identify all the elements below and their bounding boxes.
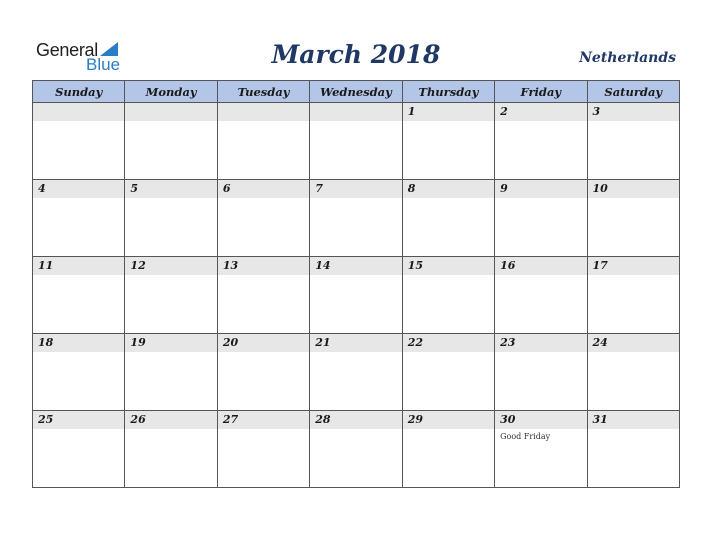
day-cell <box>402 103 494 180</box>
day-number: 26 <box>130 413 146 426</box>
day-number-bar <box>125 103 216 121</box>
day-number: 23 <box>500 336 516 349</box>
day-cell <box>587 257 679 334</box>
weekday-friday: Friday <box>495 81 587 103</box>
country-label: Netherlands <box>579 50 676 66</box>
weekday-wednesday: Wednesday <box>310 81 402 103</box>
day-number-bar <box>403 180 494 198</box>
day-cell <box>33 411 125 488</box>
day-cell <box>125 334 217 411</box>
day-number: 29 <box>407 413 423 426</box>
day-number-bar <box>218 103 309 121</box>
day-cell <box>310 103 402 180</box>
day-cell <box>495 257 587 334</box>
weekday-header-row <box>33 81 680 103</box>
day-number: 5 <box>130 182 139 195</box>
day-cell <box>125 411 217 488</box>
calendar-title: March 2018 <box>271 40 441 69</box>
weekday-saturday: Saturday <box>587 81 679 103</box>
day-number-bar <box>403 103 494 121</box>
day-cell <box>495 103 587 180</box>
day-number-bar <box>125 180 216 198</box>
day-number: 18 <box>38 336 54 349</box>
day-number: 16 <box>500 259 516 272</box>
day-cell <box>402 257 494 334</box>
day-number: 21 <box>315 336 331 349</box>
day-number: 1 <box>407 105 416 118</box>
logo-general-text: General <box>36 40 98 60</box>
day-number: 14 <box>315 259 331 272</box>
weekday-thursday: Thursday <box>402 81 494 103</box>
day-cell <box>587 411 679 488</box>
day-number: 12 <box>130 259 146 272</box>
day-number: 19 <box>130 336 146 349</box>
day-number: 13 <box>222 259 239 272</box>
day-cell <box>587 334 679 411</box>
day-number: 15 <box>407 259 423 272</box>
day-number-bar <box>33 103 124 121</box>
week-row <box>33 103 680 180</box>
day-number: 28 <box>315 413 331 426</box>
day-cell <box>33 103 125 180</box>
day-number: 6 <box>222 182 231 195</box>
day-number: 2 <box>500 105 508 118</box>
holiday-label: Good Friday <box>500 432 551 441</box>
day-number: 22 <box>407 336 423 349</box>
day-number: 8 <box>407 182 416 195</box>
day-number-bar <box>495 180 586 198</box>
day-number-bar <box>310 180 401 198</box>
day-number-bar <box>33 180 124 198</box>
day-cell <box>495 411 587 488</box>
day-number: 7 <box>315 182 323 195</box>
day-cell <box>402 180 494 257</box>
day-cell <box>310 411 402 488</box>
logo-blue-text: Blue <box>86 55 121 74</box>
weekday-monday: Monday <box>125 81 217 103</box>
day-number: 3 <box>592 105 601 118</box>
day-cell <box>495 180 587 257</box>
day-cell <box>217 334 309 411</box>
day-number: 4 <box>38 182 46 195</box>
day-number: 10 <box>592 182 608 195</box>
day-number: 24 <box>592 336 608 349</box>
week-row <box>33 411 680 488</box>
day-cell <box>217 103 309 180</box>
day-cell <box>125 257 217 334</box>
weekday-tuesday: Tuesday <box>217 81 309 103</box>
day-cell <box>587 180 679 257</box>
week-row <box>33 334 680 411</box>
day-number: 20 <box>222 336 239 349</box>
day-cell <box>217 257 309 334</box>
week-row <box>33 257 680 334</box>
day-cell <box>33 180 125 257</box>
weekday-sunday: Sunday <box>33 81 125 103</box>
day-cell <box>217 411 309 488</box>
day-number: 11 <box>38 259 54 272</box>
day-number-bar <box>310 103 401 121</box>
day-cell <box>217 180 309 257</box>
day-number: 9 <box>500 182 508 195</box>
day-cell <box>33 334 125 411</box>
day-number: 30 <box>500 413 516 426</box>
day-cell <box>310 257 402 334</box>
day-number-bar <box>495 103 586 121</box>
day-cell <box>587 103 679 180</box>
week-row <box>33 180 680 257</box>
day-number: 25 <box>38 413 54 426</box>
day-number-bar <box>218 180 309 198</box>
day-number: 31 <box>592 413 608 426</box>
day-cell <box>125 180 217 257</box>
day-cell <box>33 257 125 334</box>
day-number: 27 <box>222 413 239 426</box>
day-cell <box>310 180 402 257</box>
day-cell <box>310 334 402 411</box>
day-cell <box>402 411 494 488</box>
calendar-grid <box>32 80 680 488</box>
day-number-bar <box>588 103 679 121</box>
day-cell <box>125 103 217 180</box>
day-cell <box>495 334 587 411</box>
day-number: 17 <box>592 259 608 272</box>
day-cell <box>402 334 494 411</box>
